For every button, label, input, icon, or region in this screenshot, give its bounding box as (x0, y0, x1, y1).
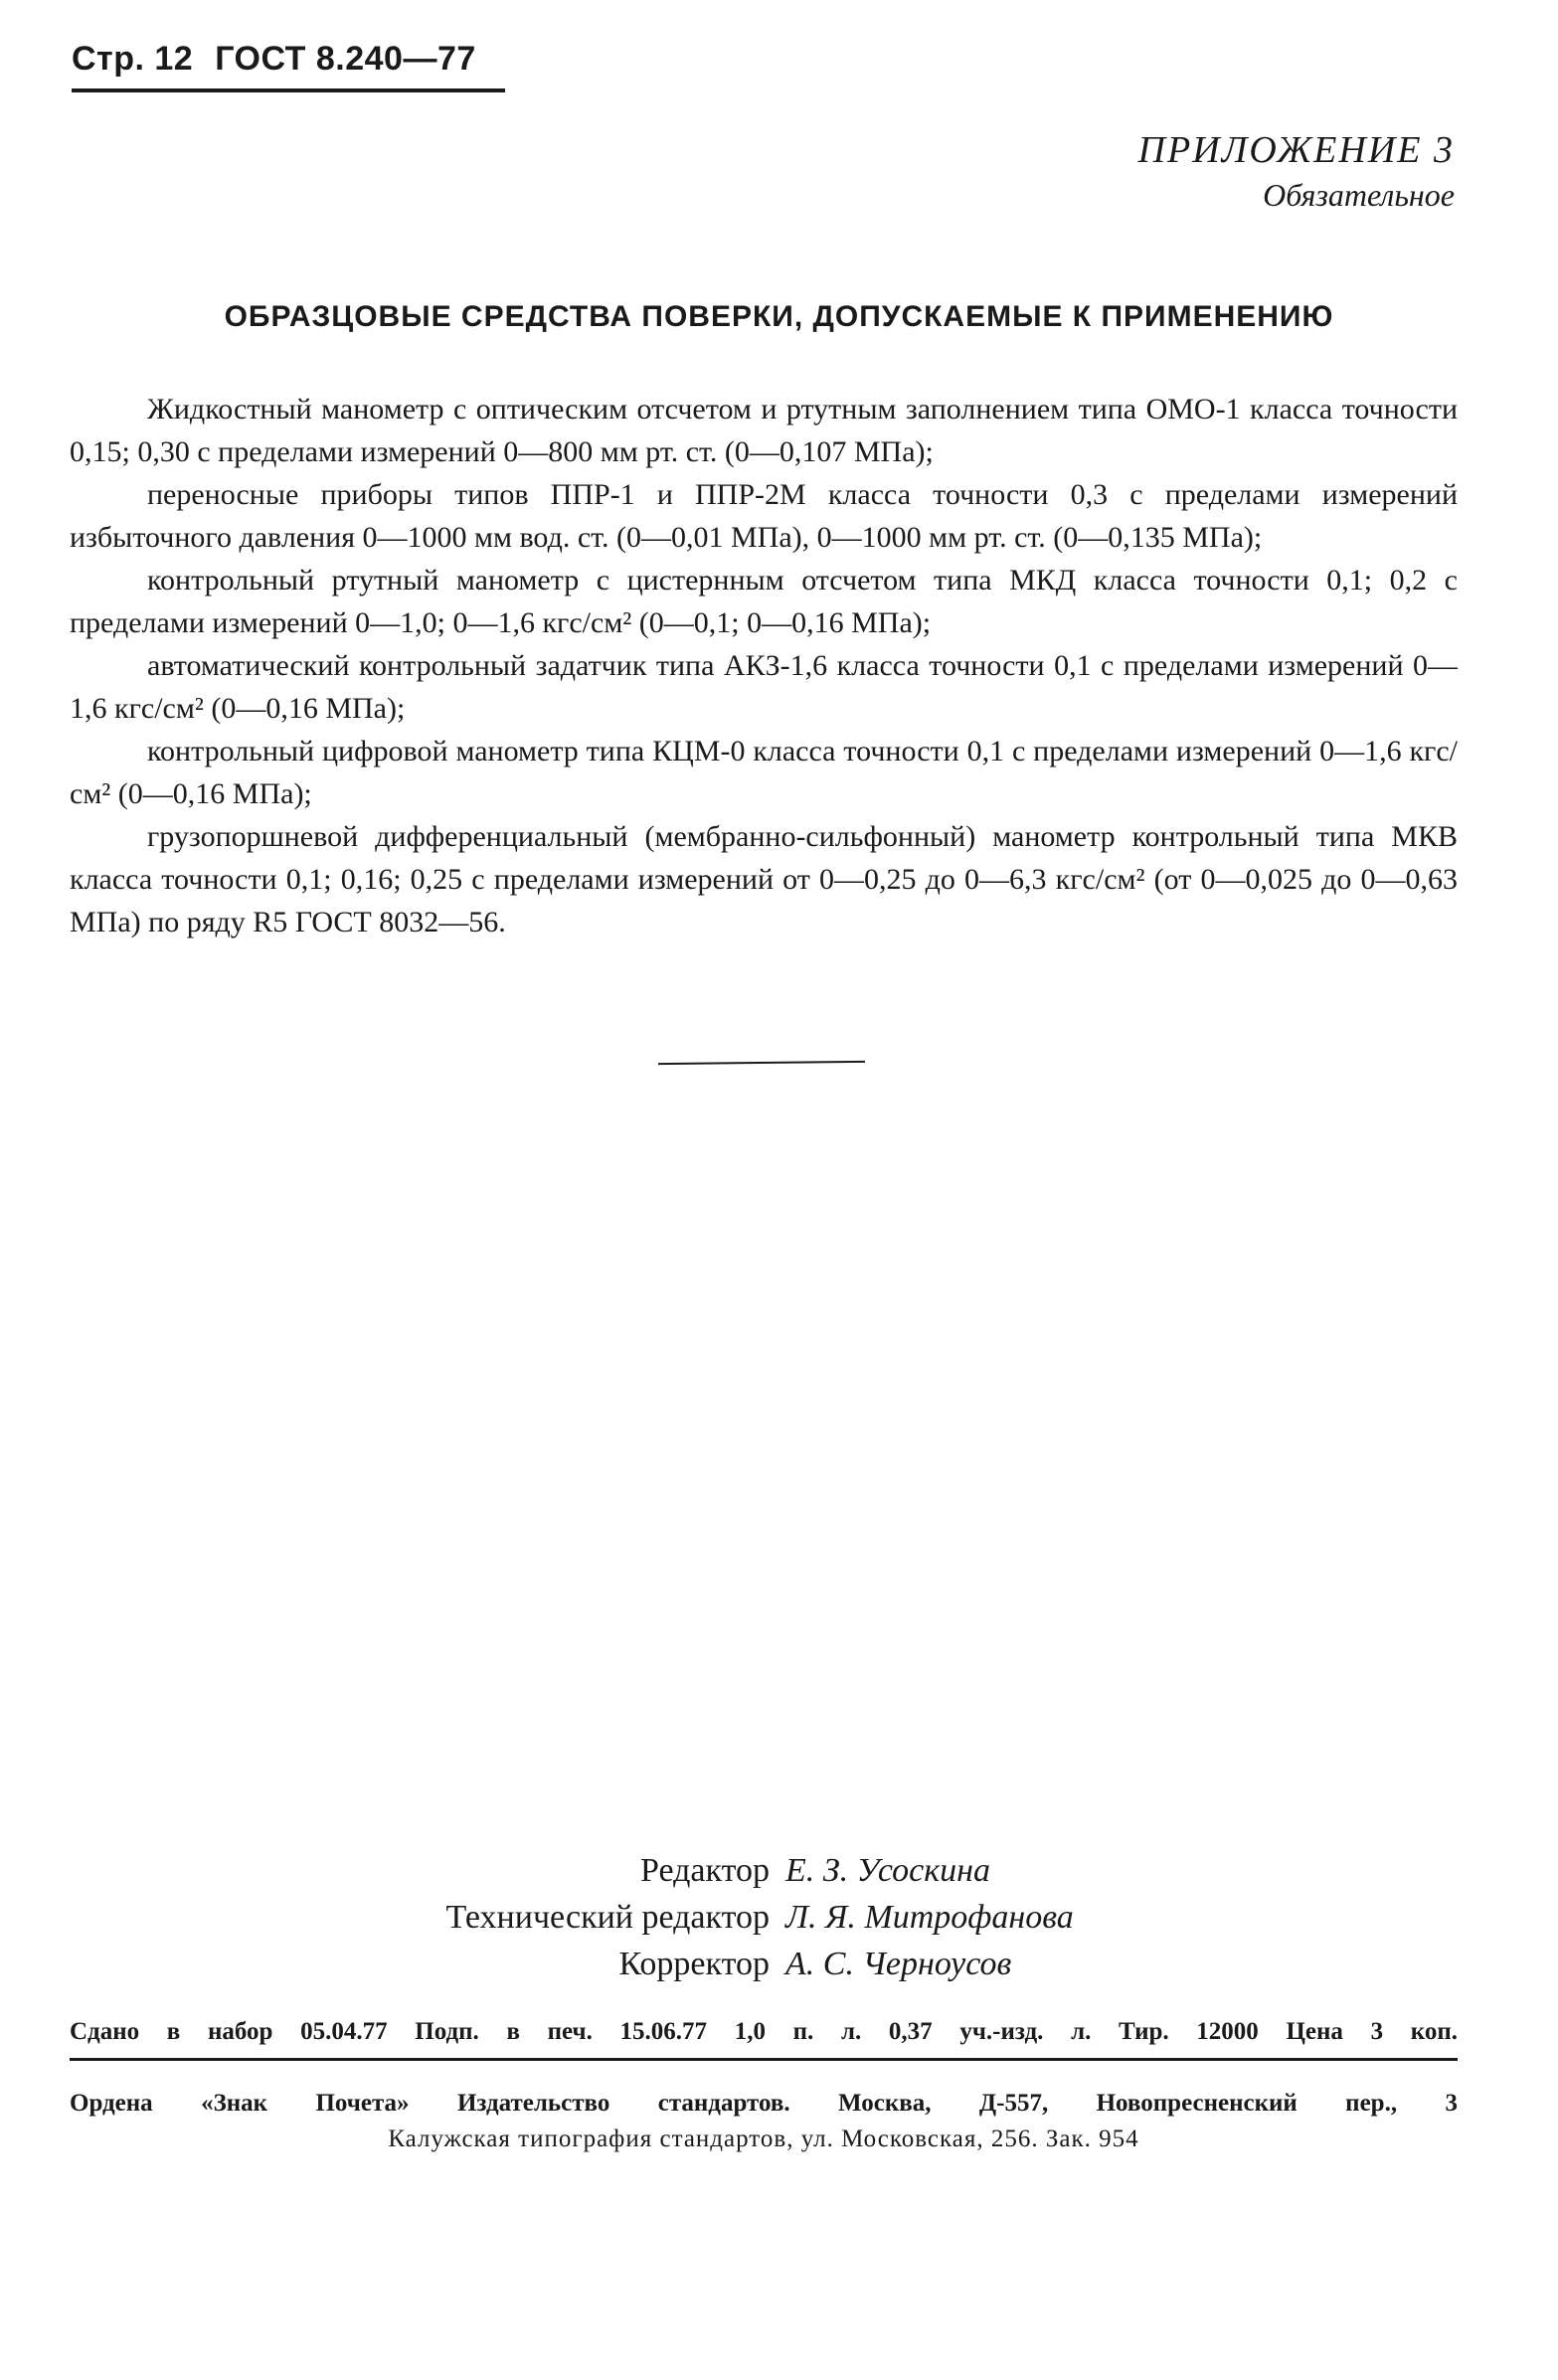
credit-technical-editor (0, 1894, 1558, 1941)
paragraph: переносные приборы типов ППР-1 и ППР-2М класса точности 0,3 с пределами измерений избыточного давления 0—1000 мм вод. ст. (0—0,01 МПа), 0—1000 мм рт. ст. (0—0,135 МПа); (70, 478, 1458, 554)
appendix-label: ПРИЛОЖЕНИЕ 3 (1137, 129, 1455, 171)
document-title: ОБРАЗЦОВЫЕ СРЕДСТВА ПОВЕРКИ, ДОПУСКАЕМЫЕ К ПРИМЕНЕНИЮ (224, 300, 1334, 333)
credit-name: Л. Я. Митрофанова (785, 1899, 1074, 1936)
credit-role: Технический редактор (445, 1899, 770, 1936)
credit-name: А. С. Черноусов (785, 1946, 1012, 1982)
paragraph: грузопоршневой дифференциальный (мембранно-сильфонный) манометр контрольный типа МКВ класса точности 0,1; 0,16; 0,25 с пределами измерений от 0—0,25 до 0—6,3 кгс/см² (от 0—0,025 до 0—0,63 МПа) по ряду R5 ГОСТ 8032—56. (70, 820, 1458, 938)
publisher-line: Ордена «Знак Почета» Издательство стандартов. Москва, Д-557, Новопресненский пер., 3 (70, 2090, 1458, 2117)
credit-name: Е. З. Усоскина (785, 1852, 990, 1889)
paragraph: автоматический контрольный задатчик типа АКЗ-1,6 класса точности 0,1 с пределами измерений 0—1,6 кгс/см² (0—0,16 МПа); (70, 649, 1458, 725)
appendix-heading (1138, 127, 1455, 215)
body-text (70, 388, 1458, 943)
standard-code: ГОСТ 8.240—77 (215, 40, 476, 78)
page-number: Стр. 12 (72, 40, 194, 78)
appendix-status: Обязательное (1263, 176, 1455, 213)
end-divider (658, 1061, 865, 1065)
credit-role: Корректор (618, 1946, 770, 1982)
credits-block (0, 1847, 1558, 1987)
credit-role: Редактор (640, 1852, 770, 1889)
print-imprint: Сдано в набор 05.04.77 Подп. в печ. 15.06.77 1,0 п. л. 0,37 уч.-изд. л. Тир. 12000 Цена 3 коп. (70, 2018, 1458, 2061)
credit-proofreader (0, 1941, 1558, 1987)
credit-editor (0, 1847, 1558, 1894)
paragraph: Жидкостный манометр с оптическим отсчетом и ртутным заполнением типа ОМО-1 класса точности 0,15; 0,30 с пределами измерений 0—800 мм рт. ст. (0—0,107 МПа); (70, 393, 1458, 468)
paragraph: контрольный ртутный манометр с цистернным отсчетом типа МКД класса точности 0,1; 0,2 с пределами измерений 0—1,0; 0—1,6 кгс/см² (0—0,1; 0—0,16 МПа); (70, 564, 1458, 639)
publisher-info (70, 2086, 1458, 2157)
paragraph: контрольный цифровой манометр типа КЦМ-0 класса точности 0,1 с пределами измерений 0—1,6 кгс/см² (0—0,16 МПа); (70, 735, 1458, 810)
page-header (72, 40, 505, 92)
printer-line: Калужская типография стандартов, ул. Московская, 256. Зак. 954 (388, 2125, 1139, 2152)
